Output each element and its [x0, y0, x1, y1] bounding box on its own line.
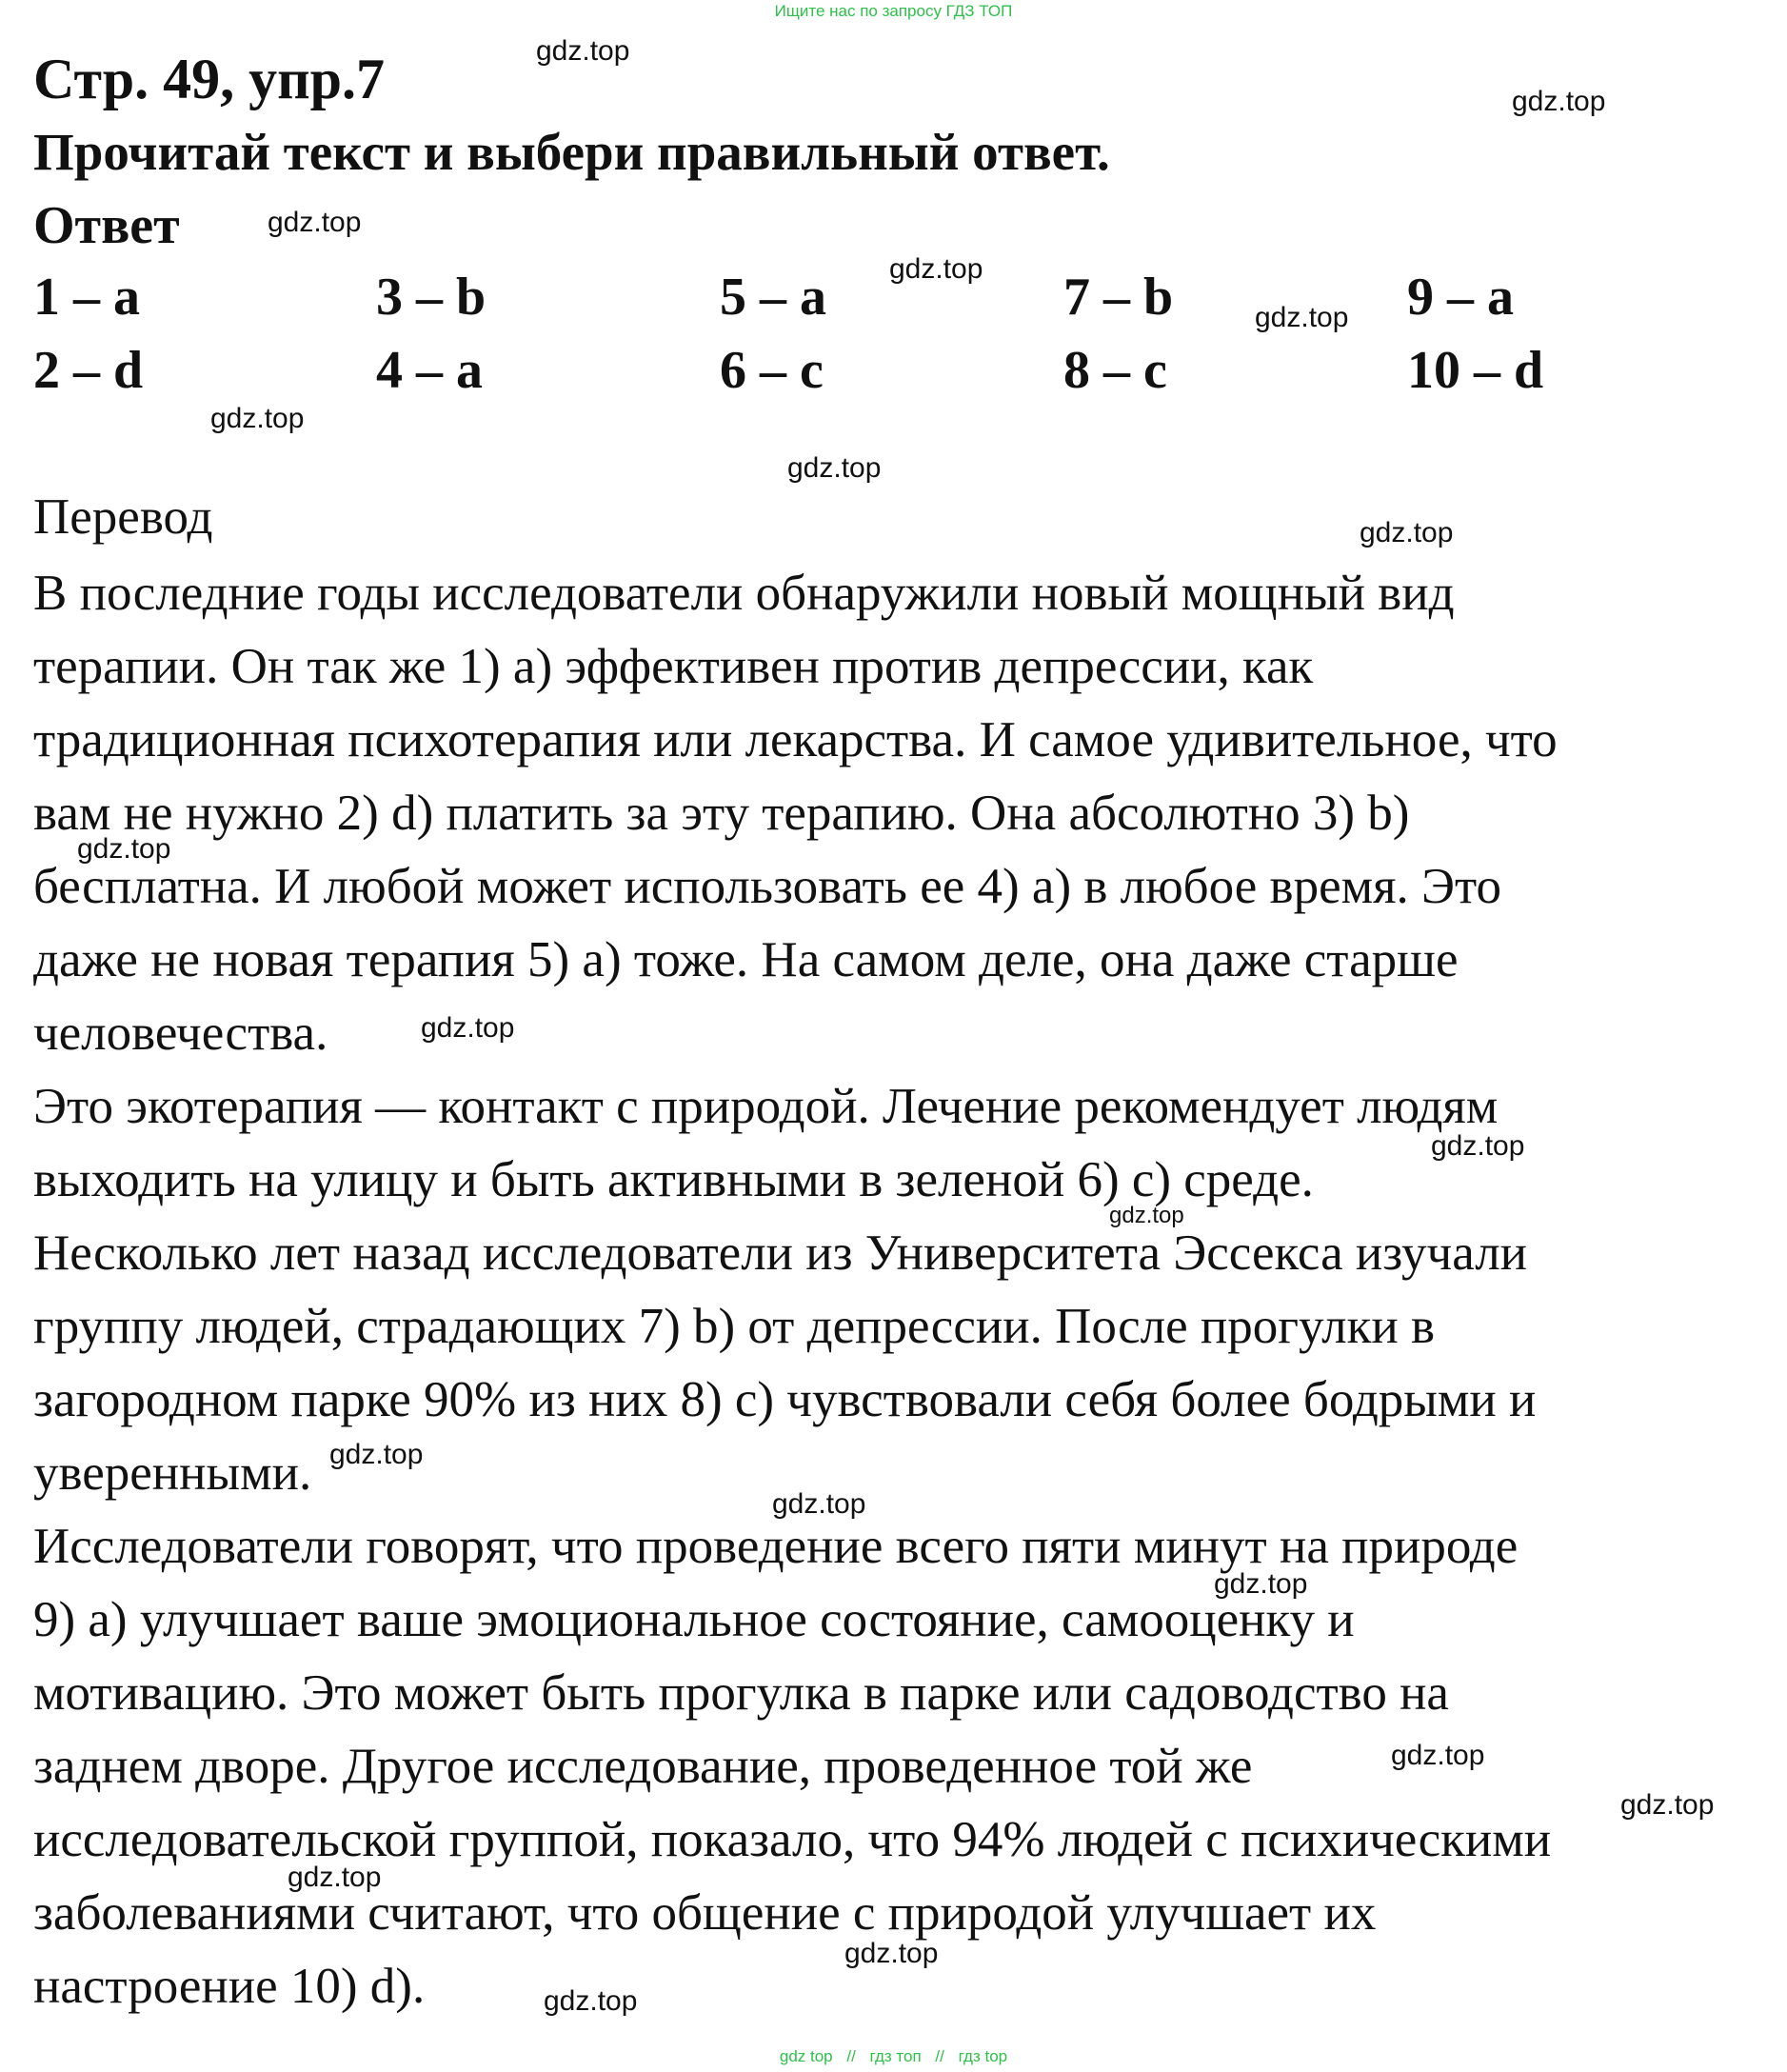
answer-item-7: 7 – b	[1063, 268, 1174, 327]
watermark: gdz.top	[1360, 517, 1454, 548]
bottom-banner-separator: //	[935, 2047, 944, 2065]
watermark: gdz.top	[536, 35, 630, 67]
text-line: 9) а) улучшает ваше эмоциональное состояние, самооценку и	[33, 1592, 1355, 1647]
answer-item-4: 4 – a	[376, 341, 483, 400]
watermark: gdz.top	[1512, 86, 1606, 117]
text-line: Исследователи говорят, что проведение всего пяти минут на природе	[33, 1519, 1519, 1574]
answer-item-2: 2 – d	[33, 341, 144, 400]
watermark: gdz.top	[421, 1012, 515, 1044]
watermark: gdz.top	[1391, 1740, 1485, 1771]
answer-item-9: 9 – a	[1407, 268, 1514, 327]
bottom-banner	[0, 2047, 1787, 2066]
text-line: традиционная психотерапия или лекарства. И самое удивительное, что	[33, 712, 1558, 767]
text-line: вам не нужно 2) d) платить за эту терапию. Она абсолютно 3) b)	[33, 786, 1410, 841]
watermark: gdz.top	[1620, 1789, 1715, 1821]
answer-item-3: 3 – b	[376, 268, 486, 327]
bottom-banner-separator: //	[846, 2047, 856, 2065]
watermark: gdz.top	[268, 207, 362, 238]
bottom-banner-item: gdz top	[779, 2047, 833, 2065]
watermark: gdz.top	[1431, 1130, 1525, 1162]
text-line: группу людей, страдающих 7) b) от депрессии. После прогулки в	[33, 1299, 1436, 1354]
text-line: мотивацию. Это может быть прогулка в парке или садоводство на	[33, 1665, 1449, 1721]
bottom-banner-item: гдз top	[958, 2047, 1008, 2065]
watermark: gdz.top	[544, 1985, 638, 2017]
answer-item-1: 1 – a	[33, 268, 140, 327]
text-line: Это экотерапия — контакт с природой. Лечение рекомендует людям	[33, 1079, 1499, 1134]
watermark: gdz.top	[1109, 1203, 1184, 1228]
answer-item-8: 8 – c	[1063, 341, 1167, 400]
text-line: настроение 10) d).	[33, 1959, 426, 2014]
text-line: терапии. Он так же 1) а) эффективен против депрессии, как	[33, 639, 1314, 694]
text-line: В последние годы исследователи обнаружили новый мощный вид	[33, 566, 1455, 621]
watermark: gdz.top	[787, 452, 882, 484]
answer-item-6: 6 – c	[720, 341, 824, 400]
watermark: gdz.top	[210, 403, 305, 434]
watermark: gdz.top	[889, 253, 983, 285]
text-line: бесплатна. И любой может использовать ее 4) а) в любое время. Это	[33, 859, 1501, 914]
text-line: даже не новая терапия 5) а) тоже. На самом деле, она даже старше	[33, 932, 1459, 987]
text-line: Несколько лет назад исследователи из Университета Эссекса изучали	[33, 1225, 1528, 1281]
watermark: gdz.top	[1255, 302, 1349, 333]
watermark: gdz.top	[1214, 1568, 1308, 1600]
text-line: заболеваниями считают, что общение с природой улучшает их	[33, 1885, 1377, 1941]
watermark: gdz.top	[288, 1862, 382, 1893]
watermark: gdz.top	[329, 1439, 424, 1470]
text-line: загородном парке 90% из них 8) с) чувствовали себя более бодрыми и	[33, 1372, 1537, 1427]
translation-heading: Перевод	[33, 489, 213, 545]
watermark: gdz.top	[772, 1488, 866, 1520]
text-line: выходить на улицу и быть активными в зеленой 6) с) среде.	[33, 1152, 1314, 1207]
top-banner: Ищите нас по запросу ГДЗ ТОП	[774, 2, 1013, 20]
translation-text	[33, 557, 1766, 2023]
watermark: gdz.top	[844, 1938, 939, 1969]
bottom-banner-item: гдз топ	[869, 2047, 922, 2065]
exercise-instruction: Прочитай текст и выбери правильный ответ.	[33, 123, 1110, 181]
text-line: исследовательской группой, показало, что 94% людей с психическими	[33, 1812, 1552, 1867]
page-title: Стр. 49, упр.7	[33, 48, 386, 110]
watermark: gdz.top	[77, 833, 171, 865]
text-line: уверенными.	[33, 1445, 312, 1501]
text-line: заднем дворе. Другое исследование, проведенное той же	[33, 1739, 1253, 1794]
text-line: человечества.	[33, 1006, 328, 1061]
answer-item-10: 10 – d	[1407, 341, 1544, 400]
answer-item-5: 5 – a	[720, 268, 826, 327]
answer-heading: Ответ	[33, 196, 180, 255]
